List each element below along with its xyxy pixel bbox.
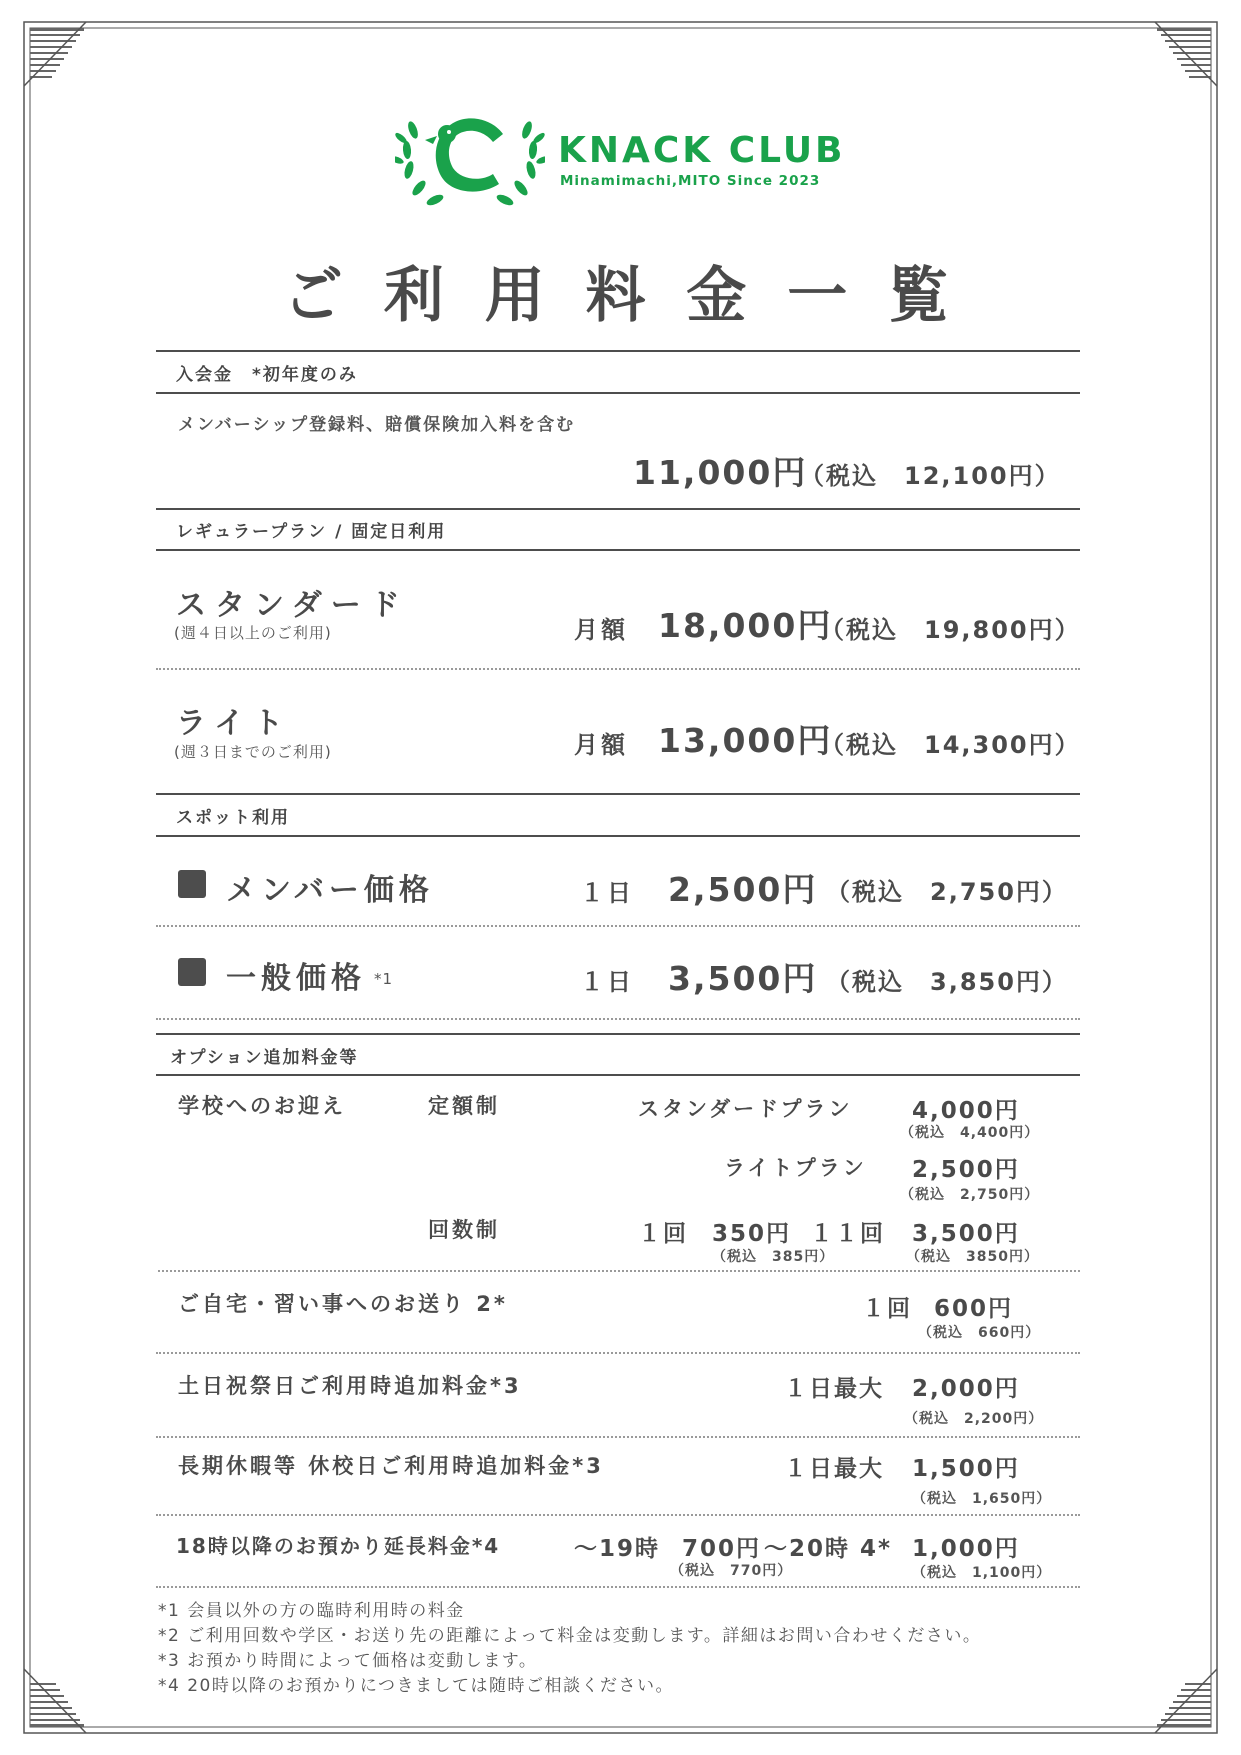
holiday-label: 長期休暇等 休校日ご利用時追加料金*3 (178, 1454, 604, 1478)
divider (156, 549, 1080, 551)
plan-note-standard: (週４日以上のご利用) (174, 624, 332, 642)
page-title: ご 利 用 料 金 一 覧 (282, 261, 959, 331)
footnote: *3 お預かり時間によって価格は変動します。 (158, 1651, 538, 1671)
holiday-unit: １日最大 (784, 1456, 884, 1482)
weekend-label: 土日祝祭日ご利用時追加料金*3 (178, 1374, 522, 1398)
spot-tax-member: （税込 2,750円） (826, 878, 1068, 906)
weekend-price: 2,000円 (912, 1376, 1020, 1402)
dotted-divider (156, 925, 1080, 927)
entry-tax: （税込 12,100円） (800, 462, 1061, 490)
pickup-standard-label: スタンダードプラン (638, 1097, 853, 1121)
knack-club-logo (395, 100, 545, 218)
footnote: *1 会員以外の方の臨時利用時の料金 (158, 1601, 465, 1621)
dotted-divider (156, 1436, 1080, 1438)
pickup-flat-label: 定額制 (428, 1094, 500, 1118)
spot-name-member: メンバー価格 (226, 873, 434, 908)
plan-price-standard: 18,000円 (658, 606, 833, 645)
brand-tagline: Minamimachi,MITO Since 2023 (560, 173, 821, 189)
dropoff-price: 600円 (934, 1296, 1014, 1322)
spot-mark-general: *1 (374, 970, 394, 988)
divider (156, 392, 1080, 394)
holiday-tax: （税込 1,650円） (912, 1491, 1052, 1507)
spot-price-member: 2,500円 (668, 870, 818, 909)
entry-price: 11,000円 (633, 453, 808, 492)
divider (156, 1033, 1080, 1035)
holiday-price: 1,500円 (912, 1456, 1020, 1482)
dotted-divider (156, 668, 1080, 670)
plan-note-light: (週３日までのご利用) (174, 743, 332, 761)
spot-period-general: １日 (580, 968, 634, 996)
spot-price-general: 3,500円 (668, 959, 818, 998)
extension-19-tax: （税込 770円） (670, 1563, 793, 1579)
section-header-regular: レギュラープラン / 固定日利用 (176, 522, 447, 542)
pickup-light-price: 2,500円 (912, 1157, 1020, 1183)
extension-19-label: ～19時 (574, 1536, 661, 1562)
dotted-divider (156, 1018, 1080, 1020)
pickup-eleven-price: 3,500円 (912, 1221, 1020, 1247)
dotted-divider (156, 1586, 1080, 1588)
extension-label: 18時以降のお預かり延長料金*4 (176, 1534, 501, 1558)
spot-period-member: １日 (580, 879, 634, 907)
dotted-divider (156, 1352, 1080, 1354)
plan-period-light: 月額 (574, 731, 628, 759)
pickup-one-price: 350円 (712, 1221, 792, 1247)
pickup-standard-tax: （税込 4,400円） (900, 1125, 1040, 1141)
divider (156, 508, 1080, 510)
weekend-tax: （税込 2,200円） (904, 1411, 1044, 1427)
divider (156, 350, 1080, 352)
section-header-spot: スポット利用 (176, 808, 290, 828)
extension-20-label: ～20時 4* (764, 1536, 893, 1562)
divider (156, 793, 1080, 795)
plan-tax-light: （税込 14,300円） (820, 731, 1081, 759)
plan-tax-standard: （税込 19,800円） (820, 616, 1081, 644)
pickup-count-label: 回数制 (428, 1218, 500, 1242)
dotted-divider (158, 1270, 1080, 1272)
entry-description: メンバーシップ登録料、賠償保険加入料を含む (178, 415, 576, 435)
divider (156, 835, 1080, 837)
pickup-eleven-tax: （税込 3850円） (906, 1249, 1039, 1265)
footnote: *2 ご利用回数や学区・お送り先の距離によって料金は変動します。詳細はお問い合わせください。 (158, 1626, 982, 1646)
plan-name-light: ライト (176, 706, 293, 741)
pickup-one-tax: （税込 385円） (712, 1249, 835, 1265)
square-bullet-icon (178, 870, 206, 898)
weekend-unit: １日最大 (784, 1376, 884, 1402)
pickup-light-label: ライトプラン (724, 1156, 867, 1180)
plan-period-standard: 月額 (574, 616, 628, 644)
spot-name-general: 一般価格 (226, 961, 366, 996)
section-header-entry: 入会金 *初年度のみ (176, 365, 358, 385)
pickup-eleven-label: １１回 (810, 1221, 885, 1247)
pickup-one-label: １回 (638, 1221, 688, 1247)
extension-19-price: 700円 (682, 1536, 762, 1562)
dropoff-label: ご自宅・習い事へのお送り 2* (178, 1292, 508, 1316)
pickup-light-tax: （税込 2,750円） (900, 1187, 1040, 1203)
square-bullet-icon (178, 958, 206, 986)
brand-name: KNACK CLUB (558, 130, 846, 171)
dotted-divider (156, 1514, 1080, 1516)
extension-20-tax: （税込 1,100円） (912, 1565, 1052, 1581)
pickup-label: 学校へのお迎え (178, 1094, 346, 1118)
footnote: *4 20時以降のお預かりにつきましては随時ご相談ください。 (158, 1676, 675, 1696)
dropoff-tax: （税込 660円） (918, 1325, 1041, 1341)
plan-name-standard: スタンダード (176, 588, 409, 623)
divider (156, 1074, 1080, 1076)
dropoff-unit: １回 (862, 1296, 912, 1322)
section-header-options: オプション追加料金等 (170, 1048, 359, 1068)
pickup-standard-price: 4,000円 (912, 1098, 1020, 1124)
spot-tax-general: （税込 3,850円） (826, 968, 1068, 996)
plan-price-light: 13,000円 (658, 721, 833, 760)
extension-20-price: 1,000円 (912, 1536, 1020, 1562)
